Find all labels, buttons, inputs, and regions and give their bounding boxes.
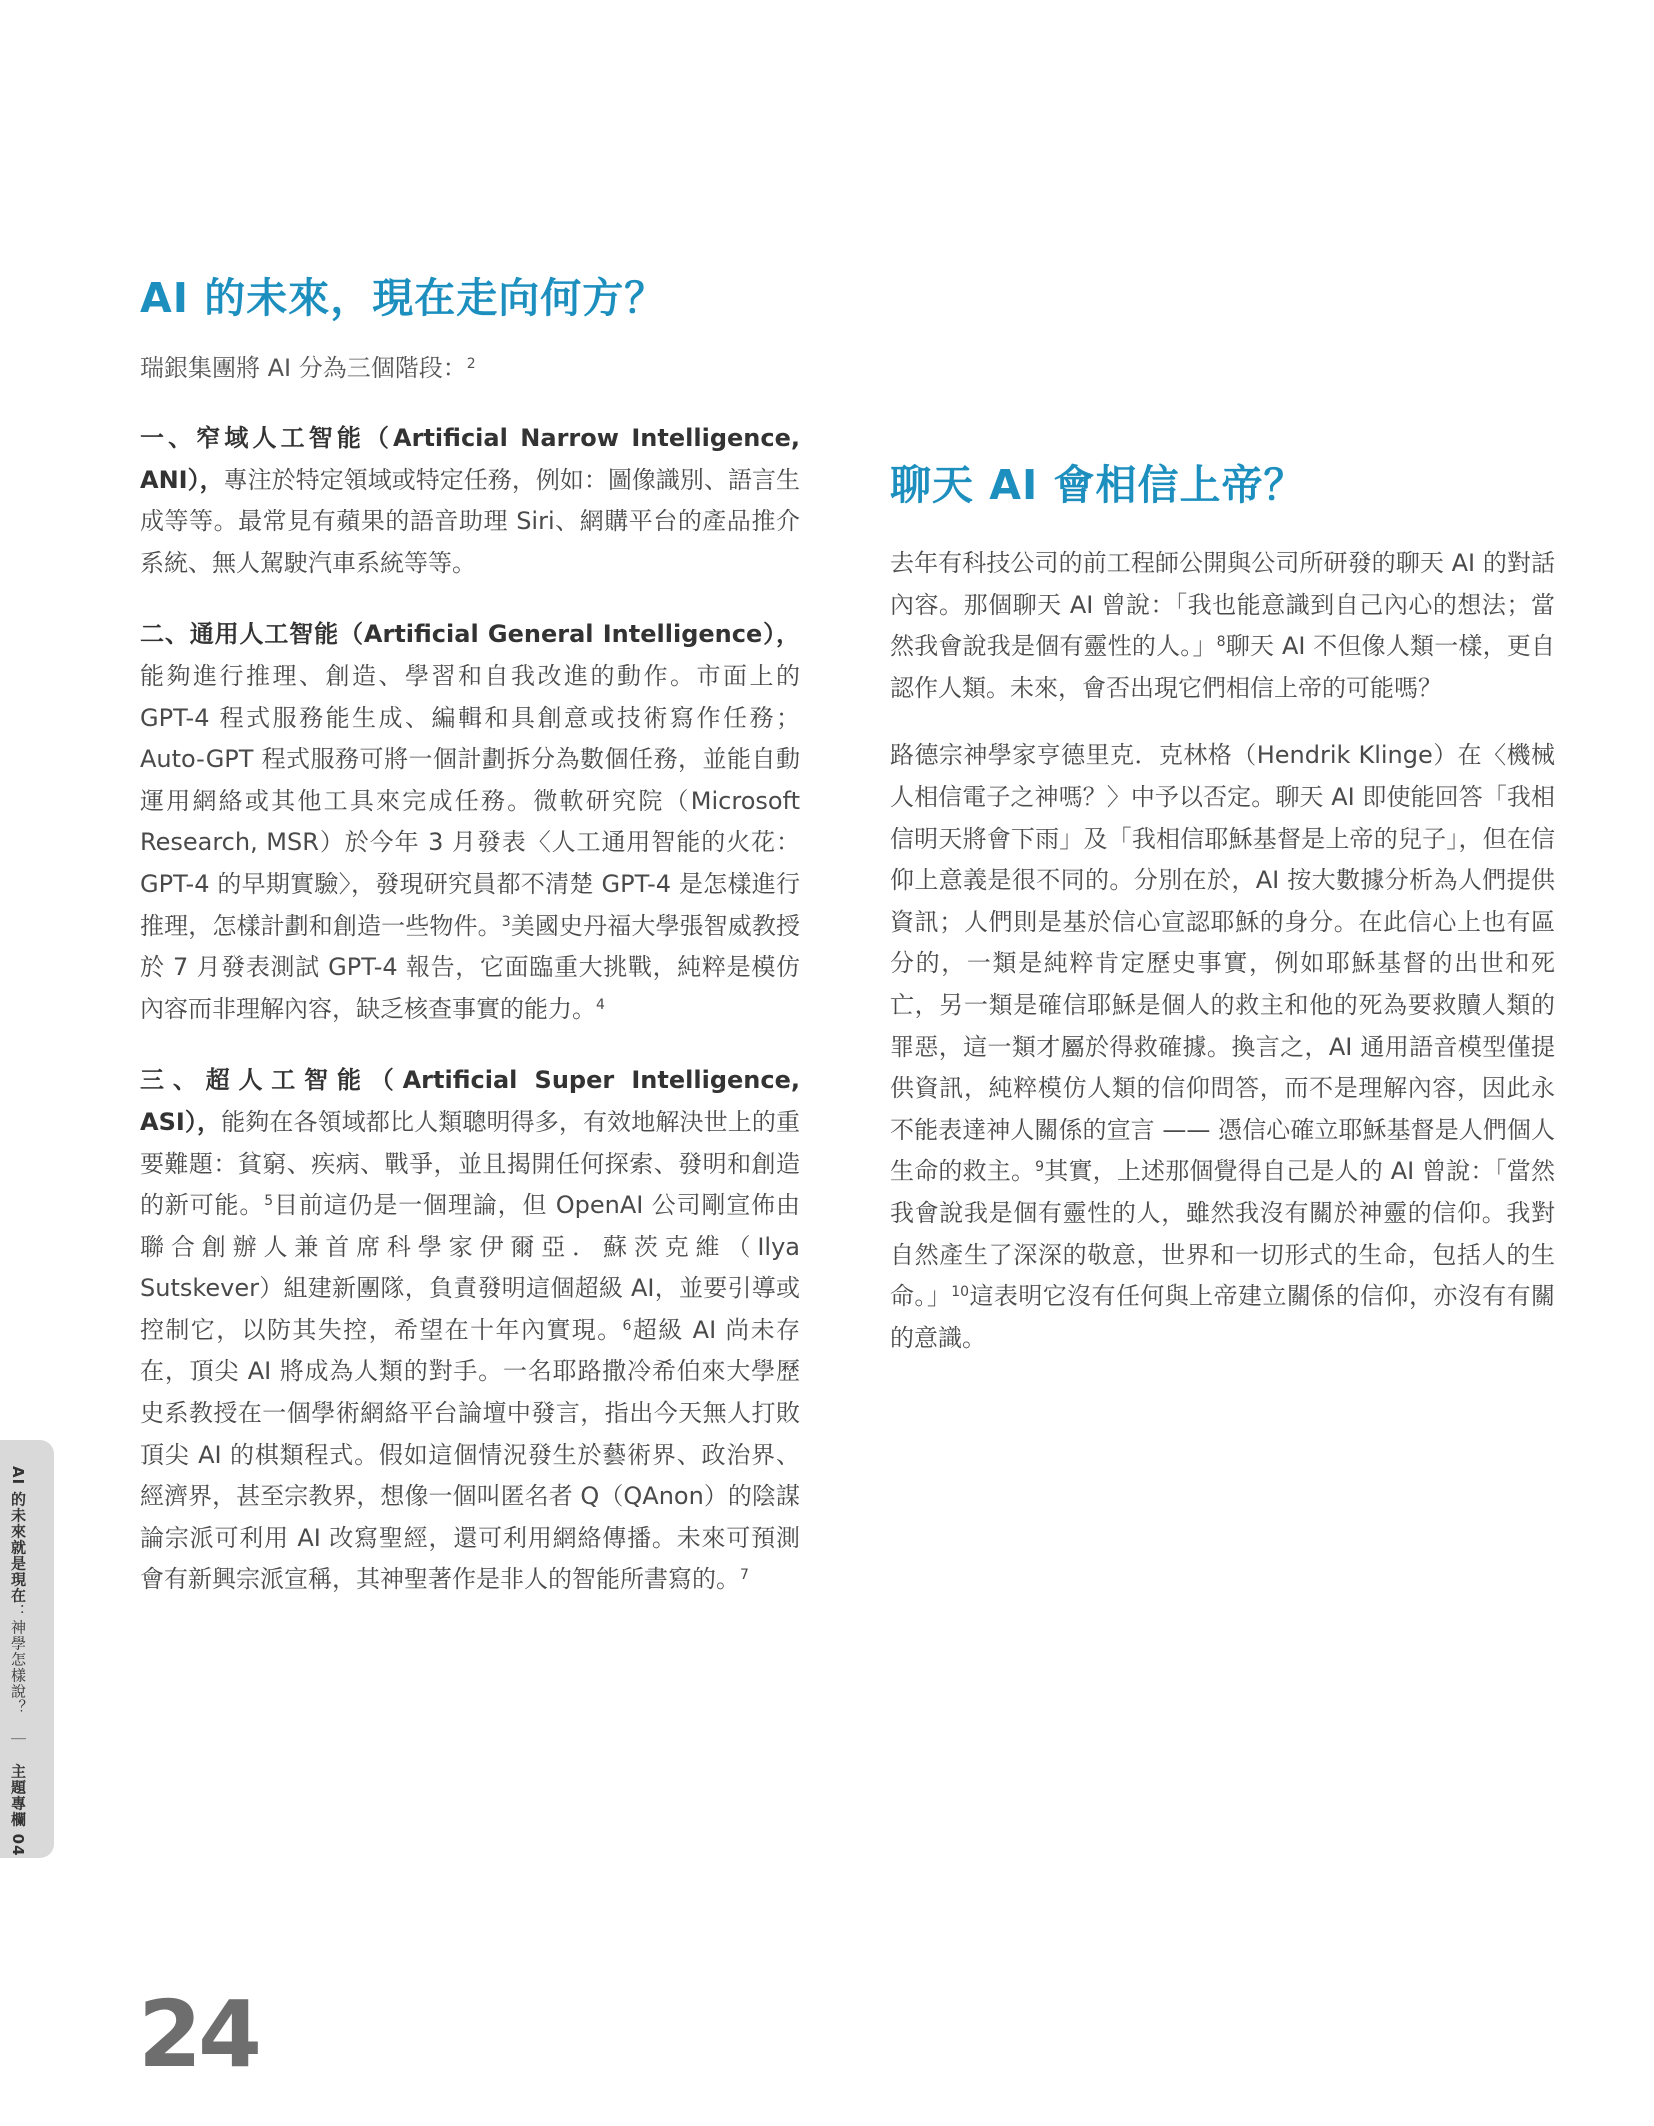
- paragraph-klinge: 路德宗神學家亨德里克．克林格（Hendrik Klinge）在〈機械人相信電子之神嗎？〉中予以否定。聊天 AI 即使能回答「我相信明天將會下雨」及「我相信耶穌基督是上帝的兒子」，但在信仰上意義是很不同的。分別在於，AI 按大數據分析為人們提供資訊；人們則是基於信心宣認耶穌的身分。在此信心上也有區分的，一類是純粹肯定歷史事實，例如耶穌基督的出世和死亡，另一類是確信耶穌是個人的救主和他的死為要救贖人類的罪惡，這一類才屬於得救確據。換言之，AI 通用語音模型僅提供資訊，純粹模仿人類的信仰問答，而不是理解內容，因此永不能表達神人關係的宣言 —— 憑信心確立耶穌基督是人們個人生命的救主。$^9$其實，上述那個覺得自己是人的 AI 曾說：「當然我會說我是個有靈性的人，雖然我沒有關於神靈的信仰。我對自然產生了深深的敬意，世界和一切形式的生命，包括人的生命。」$^{10}$這表明它沒有任何與上帝建立關係的信仰，亦沒有有關的意識。: [890, 741, 1556, 1352]
- footnote-ref: 10: [951, 1284, 970, 1301]
- footnote-ref: 4: [596, 996, 605, 1013]
- right-column: [890, 455, 1555, 1359]
- footnote-ref: 8: [1216, 634, 1226, 651]
- paragraph-asi: 三、超人工智能（Artificial Super Intelligence, ASI），能夠在各領域都比人類聰明得多，有效地解決世上的重要難題：貧窮、疾病、戰爭，並且揭開任何探索、發明和創造的新可能。$^5$目前這仍是一個理論，但 OpenAI 公司剛宣佈由聯合創辦人兼首席科學家伊爾亞．蘇茨克維（Ilya Sutskever）組建新團隊，負責發明這個超級 AI，並要引導或控制它，以防其失控，希望在十年內實現。$^6$超級 AI 尚未存在，頂尖 AI 將成為人類的對手。一名耶路撒冷希伯來大學歷史系教授在一個學術網絡平台論壇中發言，指出今天無人打敗頂尖 AI 的棋類程式。假如這個情況發生於藝術界、政治界、經濟界，甚至宗教界，想像一個叫匿名者 Q（QAnon）的陰謀論宗派可利用 AI 改寫聖經，還可利用網絡傳播。未來可預測會有新興宗派宣稱，其神聖著作是非人的智能所書寫的。$^7$: [140, 1066, 801, 1594]
- paragraph-agi: 二、通用人工智能（Artificial General Intelligence），能夠進行推理、創造、學習和自我改進的動作。市面上的 GPT-4 程式服務能生成、編輯和具創意或技術寫作任務；Auto-GPT 程式服務可將一個計劃拆分為數個任務，並能自動運用網絡或其他工具來完成任務。微軟研究院（Microsoft Research, MSR）於今年 3 月發表〈人工通用智能的火花：GPT-4 的早期實驗〉，發現研究員都不清楚 GPT-4 是怎樣進行推理，怎樣計劃和創造一些物件。$^3$美國史丹福大學張智威教授於 7 月發表測試 GPT-4 報告，它面臨重大挑戰，純粹是模仿內容而非理解內容，缺乏核查事實的能力。$^4$: [140, 620, 801, 1023]
- paragraph-lead: 一、窄域人工智能（Artificial Narrow Intelligence, ANI），: [140, 424, 800, 494]
- footnote-ref: 5: [264, 1193, 274, 1210]
- section-heading-future: AI 的未來，現在走向何方？: [140, 274, 667, 322]
- footnote-ref: 9: [1035, 1159, 1045, 1176]
- paragraph-lead: 二、通用人工智能（Artificial General Intelligence），: [140, 620, 800, 649]
- paragraph-chat-ai-intro: 去年有科技公司的前工程師公開與公司所研發的聊天 AI 的對話內容。那個聊天 AI 曾說：「我也能意識到自己內心的想法；當然我會說我是個有靈性的人。」$^8$聊天 AI 不但像人類一樣，更自認作人類。未來，會否出現它們相信上帝的可能嗎？: [890, 549, 1555, 702]
- paragraph-lead: 三、超人工智能（Artificial Super Intelligence, ASI），: [140, 1066, 800, 1136]
- paragraph-ani: 一、窄域人工智能（Artificial Narrow Intelligence, ANI），專注於特定領域或特定任務，例如：圖像識別、語言生成等等。最常見有蘋果的語音助理 Siri、網購平台的產品推介系統、無人駕駛汽車系統等等。: [140, 424, 800, 577]
- left-column: [140, 268, 800, 1601]
- side-tab-label: AI 的未來就是現在：神學怎樣說？ ｜ 主題專欄 04: [9, 1466, 27, 1857]
- section-heading-chat-ai: 聊天 AI 會相信上帝？: [890, 461, 1306, 509]
- footnote-ref: 7: [740, 1567, 749, 1584]
- intro-text: 瑞銀集團將 AI 分為三個階段：$^2$: [140, 354, 476, 382]
- footnote-ref: 6: [622, 1317, 632, 1334]
- page-number: 24: [138, 1981, 259, 2088]
- footnote-ref: 3: [501, 913, 511, 930]
- side-tab: [0, 1440, 54, 1858]
- footnote-ref: 2: [466, 356, 476, 372]
